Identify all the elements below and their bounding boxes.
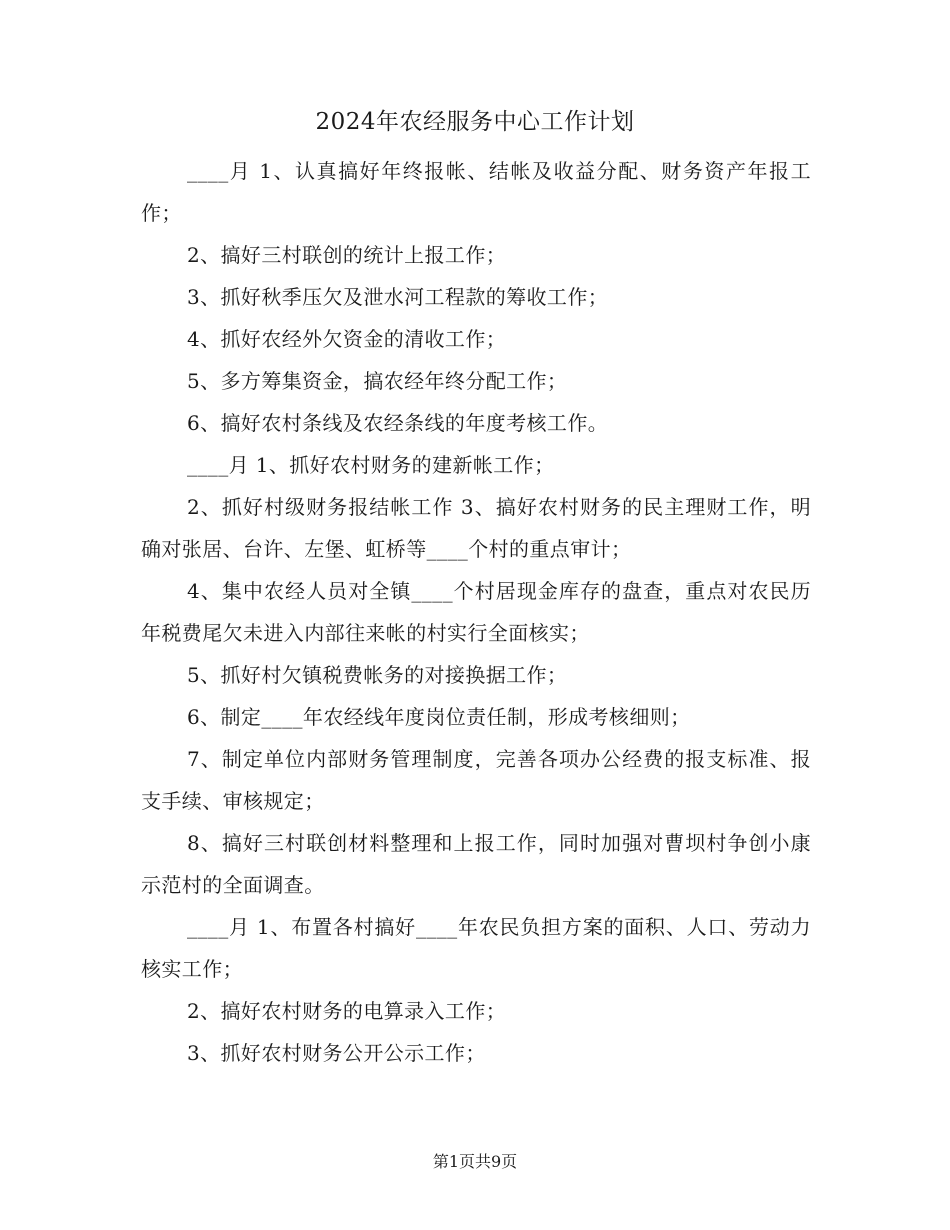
paragraph: 2、搞好农村财务的电算录入工作； (187, 999, 507, 1023)
paragraph: 2、搞好三村联创的统计上报工作； (187, 243, 507, 267)
paragraph: ____月 1、认真搞好年终报帐、结帐及收益分配、财务资产年报工作； (141, 159, 811, 225)
document-title: 2024年农经服务中心工作计划 (315, 109, 635, 135)
paragraph: 3、抓好农村财务公开公示工作； (187, 1041, 486, 1065)
paragraph: ____月 1、布置各村搞好____年农民负担方案的面积、人口、劳动力核实工作； (141, 915, 811, 981)
paragraph: ____月 1、抓好农村财务的建新帐工作； (187, 453, 555, 477)
paragraph: 7、制定单位内部财务管理制度，完善各项办公经费的报支标准、报支手续、审核规定； (141, 747, 811, 813)
paragraph: 6、搞好农村条线及农经条线的年度考核工作。 (187, 411, 609, 435)
paragraph: 3、抓好秋季压欠及泄水河工程款的筹收工作； (187, 285, 609, 309)
paragraph: 4、集中农经人员对全镇____个村居现金库存的盘查，重点对农民历年税费尾欠未进入内部往来帐的村实行全面核实； (141, 579, 811, 645)
paragraph: 5、抓好村欠镇税费帐务的对接换据工作； (187, 663, 568, 687)
paragraph: 5、多方筹集资金，搞农经年终分配工作； (187, 369, 568, 393)
paragraph: 8、搞好三村联创材料整理和上报工作，同时加强对曹坝村争创小康示范村的全面调查。 (141, 831, 811, 897)
paragraph: 6、制定____年农经线年度岗位责任制，形成考核细则； (187, 705, 691, 729)
paragraph: 4、抓好农经外欠资金的清收工作； (187, 327, 507, 351)
document-body (141, 150, 811, 1074)
page-number-footer: 第1页共9页 (432, 1152, 518, 1171)
paragraph: 2、抓好村级财务报结帐工作 3、搞好农村财务的民主理财工作，明确对张居、台许、左堡、虹桥等____个村的重点审计； (141, 495, 811, 561)
